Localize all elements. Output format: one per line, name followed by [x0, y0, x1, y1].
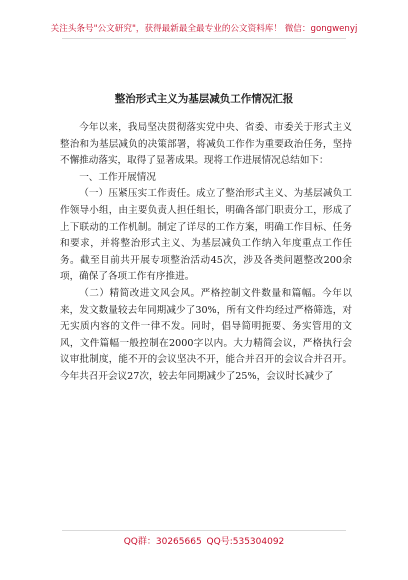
intro-paragraph: 今年以来，我局坚决贯彻落实党中央、省委、市委关于形式主义整治和为基层减负的决策部署，将减负工作作为重要政治任务，坚持不懈推动落实，取得了显著成果。现将工作进展情况总结如下：	[60, 122, 352, 167]
section-heading: 一、工作开展情况	[79, 171, 156, 183]
body-paragraph: （二）精简改进文风会风。严格控制文件数量和篇幅。今年以来，发文数量较去年同期减少了30%，所有文件均经过严格筛选，对无实质内容的文件一律不发。同时，倡导简明扼要、务实管用的文风，文件篇幅一般控制在2000字以内。大力精简会议，严格执行会议审批制度，能不开的会议坚决不开，能合并召开的会议合并召开。今年共召开会议27次，较去年同期减少了25%，会议时长减少了	[60, 287, 352, 382]
header-banner: 关注头条号"公文研究"，获得最新最全最专业的公文资料库！ 微信：gongwenyj	[50, 24, 358, 34]
footer-divider	[62, 530, 346, 531]
footer-contact: QQ群：30265665 QQ号:535304092	[123, 537, 285, 547]
document-title: 整治形式主义为基层减负工作情况汇报	[114, 93, 294, 105]
body-paragraph: （一）压紧压实工作责任。成立了整治形式主义、为基层减负工作领导小组，由主要负责人担任组长，明确各部门职责分工，形成了上下联动的工作机制。制定了详尽的工作方案，明确工作目标、任务和要求，并将整治形式主义、为基层减负工作纳入年度重点工作任务。截至目前共开展专项整治活动45次，涉及各类问题整改200余项，确保了各项工作有序推进。	[60, 188, 352, 283]
header-divider	[62, 38, 346, 39]
document-body	[60, 120, 352, 386]
